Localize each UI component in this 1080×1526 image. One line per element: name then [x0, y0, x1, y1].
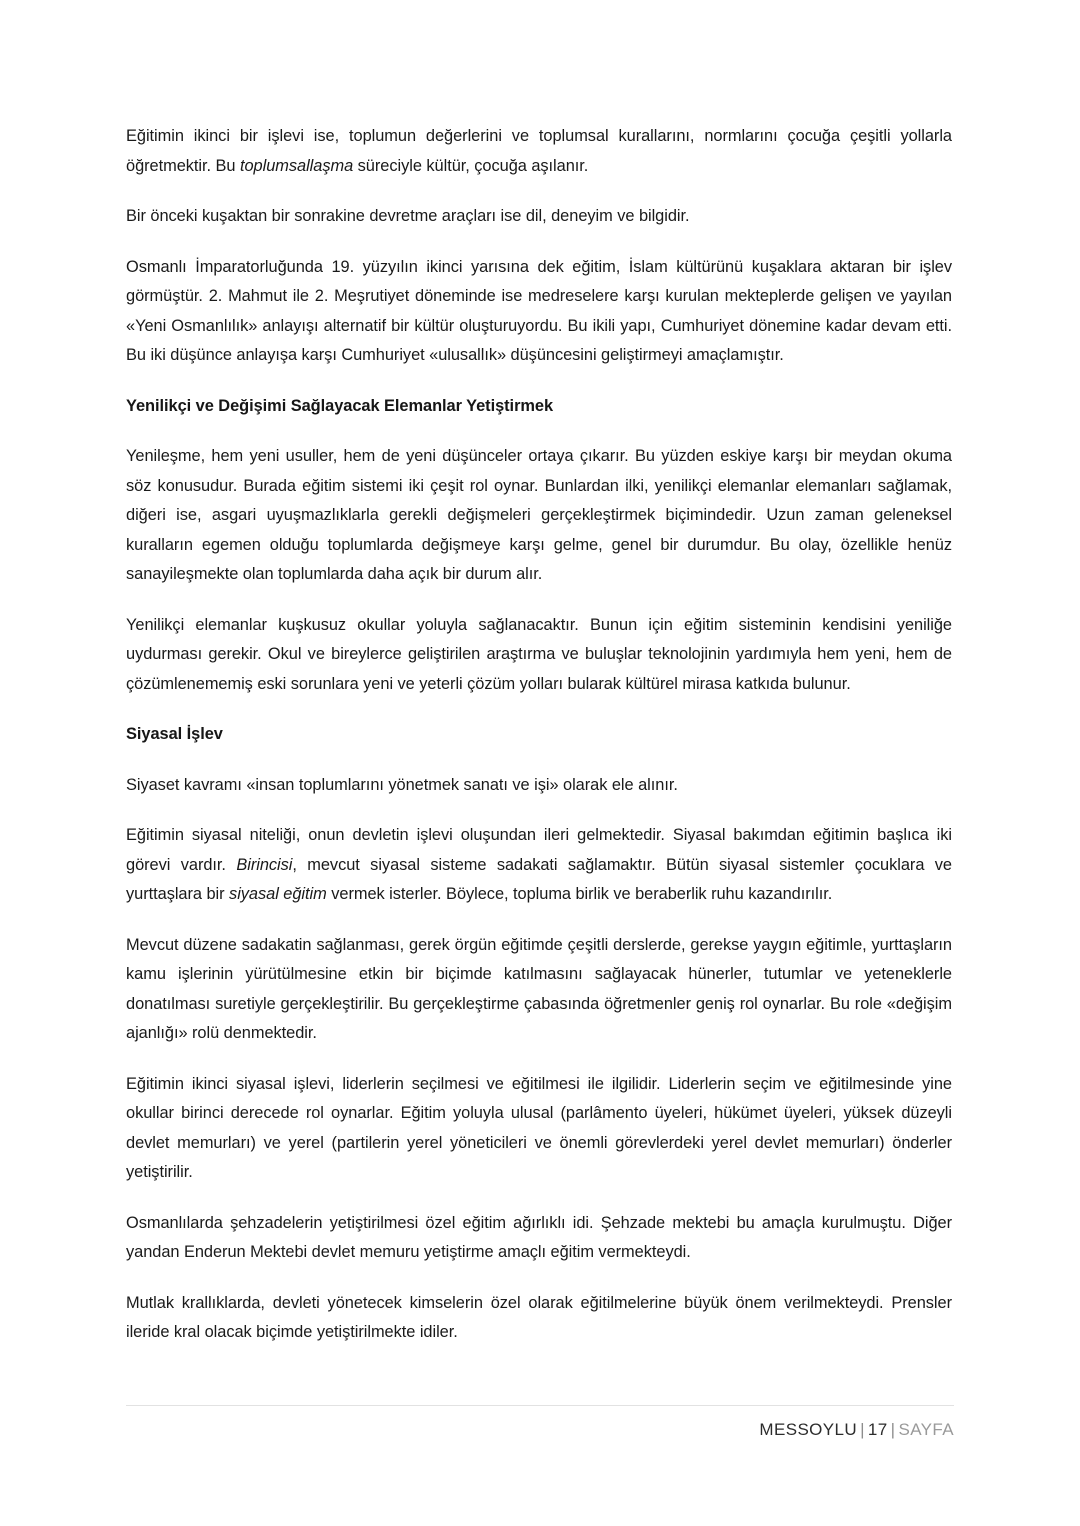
emphasis-text: siyasal eğitim [229, 885, 327, 903]
body-paragraph [126, 202, 952, 232]
footer-text [126, 1419, 954, 1441]
body-paragraph [126, 611, 952, 700]
paragraph-text: Eğitimin ikinci bir işlevi ise, toplumun değerlerini ve toplumsal kurallarını, normlarını çocuğa çeşitli yollarla öğretmektir. Bu [126, 127, 952, 175]
footer-author: MESSOYLU [759, 1420, 858, 1439]
paragraph-text: vermek isterler. Böylece, topluma birlik ve beraberlik ruhu kazandırılır. [326, 885, 833, 903]
paragraph-text: Osmanlı İmparatorluğunda 19. yüzyılın ikinci yarısına dek eğitim, İslam kültürünü kuşaklara aktaran bir işlev görmüştür. 2. Mahmut ile 2. Meşrutiyet döneminde ise medreselere karşı kurulan mekteplerde gelişen ve yayılan «Yeni Osmanlılık» anlayışı alternatif bir kültür oluşturuyordu. Bu ikili yapı, Cumhuriyet dönemine kadar devam etti. Bu iki düşünce anlayışa karşı Cumhuriyet «ulusallık» düşüncesini geliştirmeyi amaçlamıştır. [126, 257, 952, 364]
paragraph-text: Eğitimin siyasal niteliği, onun devletin işlevi oluşundan ileri gelmektedir. Siyasal bakımdan eğitimin başlıca iki görevi vardır. [126, 826, 952, 874]
document-body [126, 122, 952, 1369]
body-paragraph [126, 771, 952, 801]
footer-separator-1: | [860, 1420, 865, 1439]
body-paragraph [126, 1070, 952, 1188]
body-paragraph [126, 442, 952, 590]
paragraph-text: Mutlak krallıklarda, devleti yönetecek kimselerin özel olarak eğitilmelerine büyük önem verilmekteydi. Prensler ileride kral olacak biçimde yetiştirilmekte idiler. [126, 1293, 952, 1341]
body-paragraph [126, 122, 952, 181]
section-heading: Yenilikçi ve Değişimi Sağlayacak Elemanlar Yetiştirmek [126, 396, 554, 415]
paragraph-text: Osmanlılarda şehzadelerin yetiştirilmesi özel eğitim ağırlıklı idi. Şehzade mektebi bu amaçla kurulmuştu. Diğer yandan Enderun Mektebi devlet memuru yetiştirme amaçlı eğitim vermekteydi. [126, 1213, 952, 1261]
emphasis-text: toplumsallaşma [239, 156, 354, 175]
paragraph-text: Yenilikçi elemanlar kuşkusuz okullar yoluyla sağlanacaktır. Bunun için eğitim sisteminin kendisini yeniliğe uydurması gerekir. Okul ve bireylerce geliştirilen araştırma ve buluşlar teknolojinin yardımıyla hem yeni, hem de çözümlenememiş eski sorunlara yeni ve yeterli çözüm yolları bularak kültürel mirasa katkıda bulunur. [126, 615, 952, 693]
paragraph-text: , mevcut siyasal sisteme sadakati sağlamaktır. Bütün siyasal sistemler çocuklara ve yurttaşlara bir [126, 855, 952, 903]
body-paragraph [126, 253, 952, 371]
footer-page-label: SAYFA [898, 1420, 954, 1439]
paragraph-text: Siyaset kavramı «insan toplumlarını yönetmek sanatı ve işi» olarak ele alınır. [126, 775, 678, 794]
footer-separator-2: | [890, 1420, 896, 1439]
body-paragraph [126, 1209, 952, 1268]
body-paragraph [126, 1289, 952, 1348]
paragraph-text: Yenileşme, hem yeni usuller, hem de yeni düşünceler ortaya çıkarır. Bu yüzden eskiye karşı bir meydan okuma söz konusudur. Burada eğitim sistemi iki çeşit rol oynar. Bunlardan ilki, yenilikçi elemanlar elemanları sağlamak, diğeri ise, asgari uyuşmazlıklarla gerekli değişmeleri gerçekleştirmek biçimindedir. Uzun zaman geleneksel kuralların egemen olduğu toplumlarda değişmeye karşı gelme, genel bir durumdur. Bu olay, özellikle henüz sanayileşmekte olan toplumlarda daha açık bir durum alır. [126, 447, 952, 583]
section-heading: Siyasal İşlev [126, 725, 223, 743]
page-footer [126, 1405, 954, 1441]
paragraph-text: Mevcut düzene sadakatin sağlanması, gerek örgün eğitimde çeşitli derslerde, gerekse yaygın eğitimle, yurttaşların kamu işlerinin yürütülmesine etkin bir biçimde katılmasını sağlayacak hünerler, tutumlar ve yeteneklerle donatılması suretiyle gerçekleştirilir. Bu gerçekleştirme çabasında öğretmenler geniş rol oynarlar. Bu role «değişim ajanlığı» rolü denmektedir. [126, 935, 952, 1042]
paragraph-text: Eğitimin ikinci siyasal işlevi, liderlerin seçilmesi ve eğitilmesi ile ilgilidir. Liderlerin seçim ve eğitilmesinde yine okullar birinci derecede rol oynarlar. Eğitim yoluyla ulusal (parlâmento üyeleri, hükümet üyeleri, yüksek düzeyli devlet memurları) ve yerel (partilerin yerel yöneticileri ve önemli görevlerdeki yerel devlet memurları) önderler yetiştirilir. [126, 1074, 952, 1181]
emphasis-text: Birincisi [236, 855, 293, 874]
body-paragraph [126, 931, 952, 1049]
paragraph-text: süreciyle kültür, çocuğa aşılanır. [353, 156, 589, 175]
footer-page-number: 17 [867, 1420, 888, 1439]
footer-divider [126, 1405, 954, 1406]
body-paragraph [126, 821, 952, 910]
paragraph-text: Bir önceki kuşaktan bir sonrakine devretme araçları ise dil, deneyim ve bilgidir. [126, 207, 690, 225]
